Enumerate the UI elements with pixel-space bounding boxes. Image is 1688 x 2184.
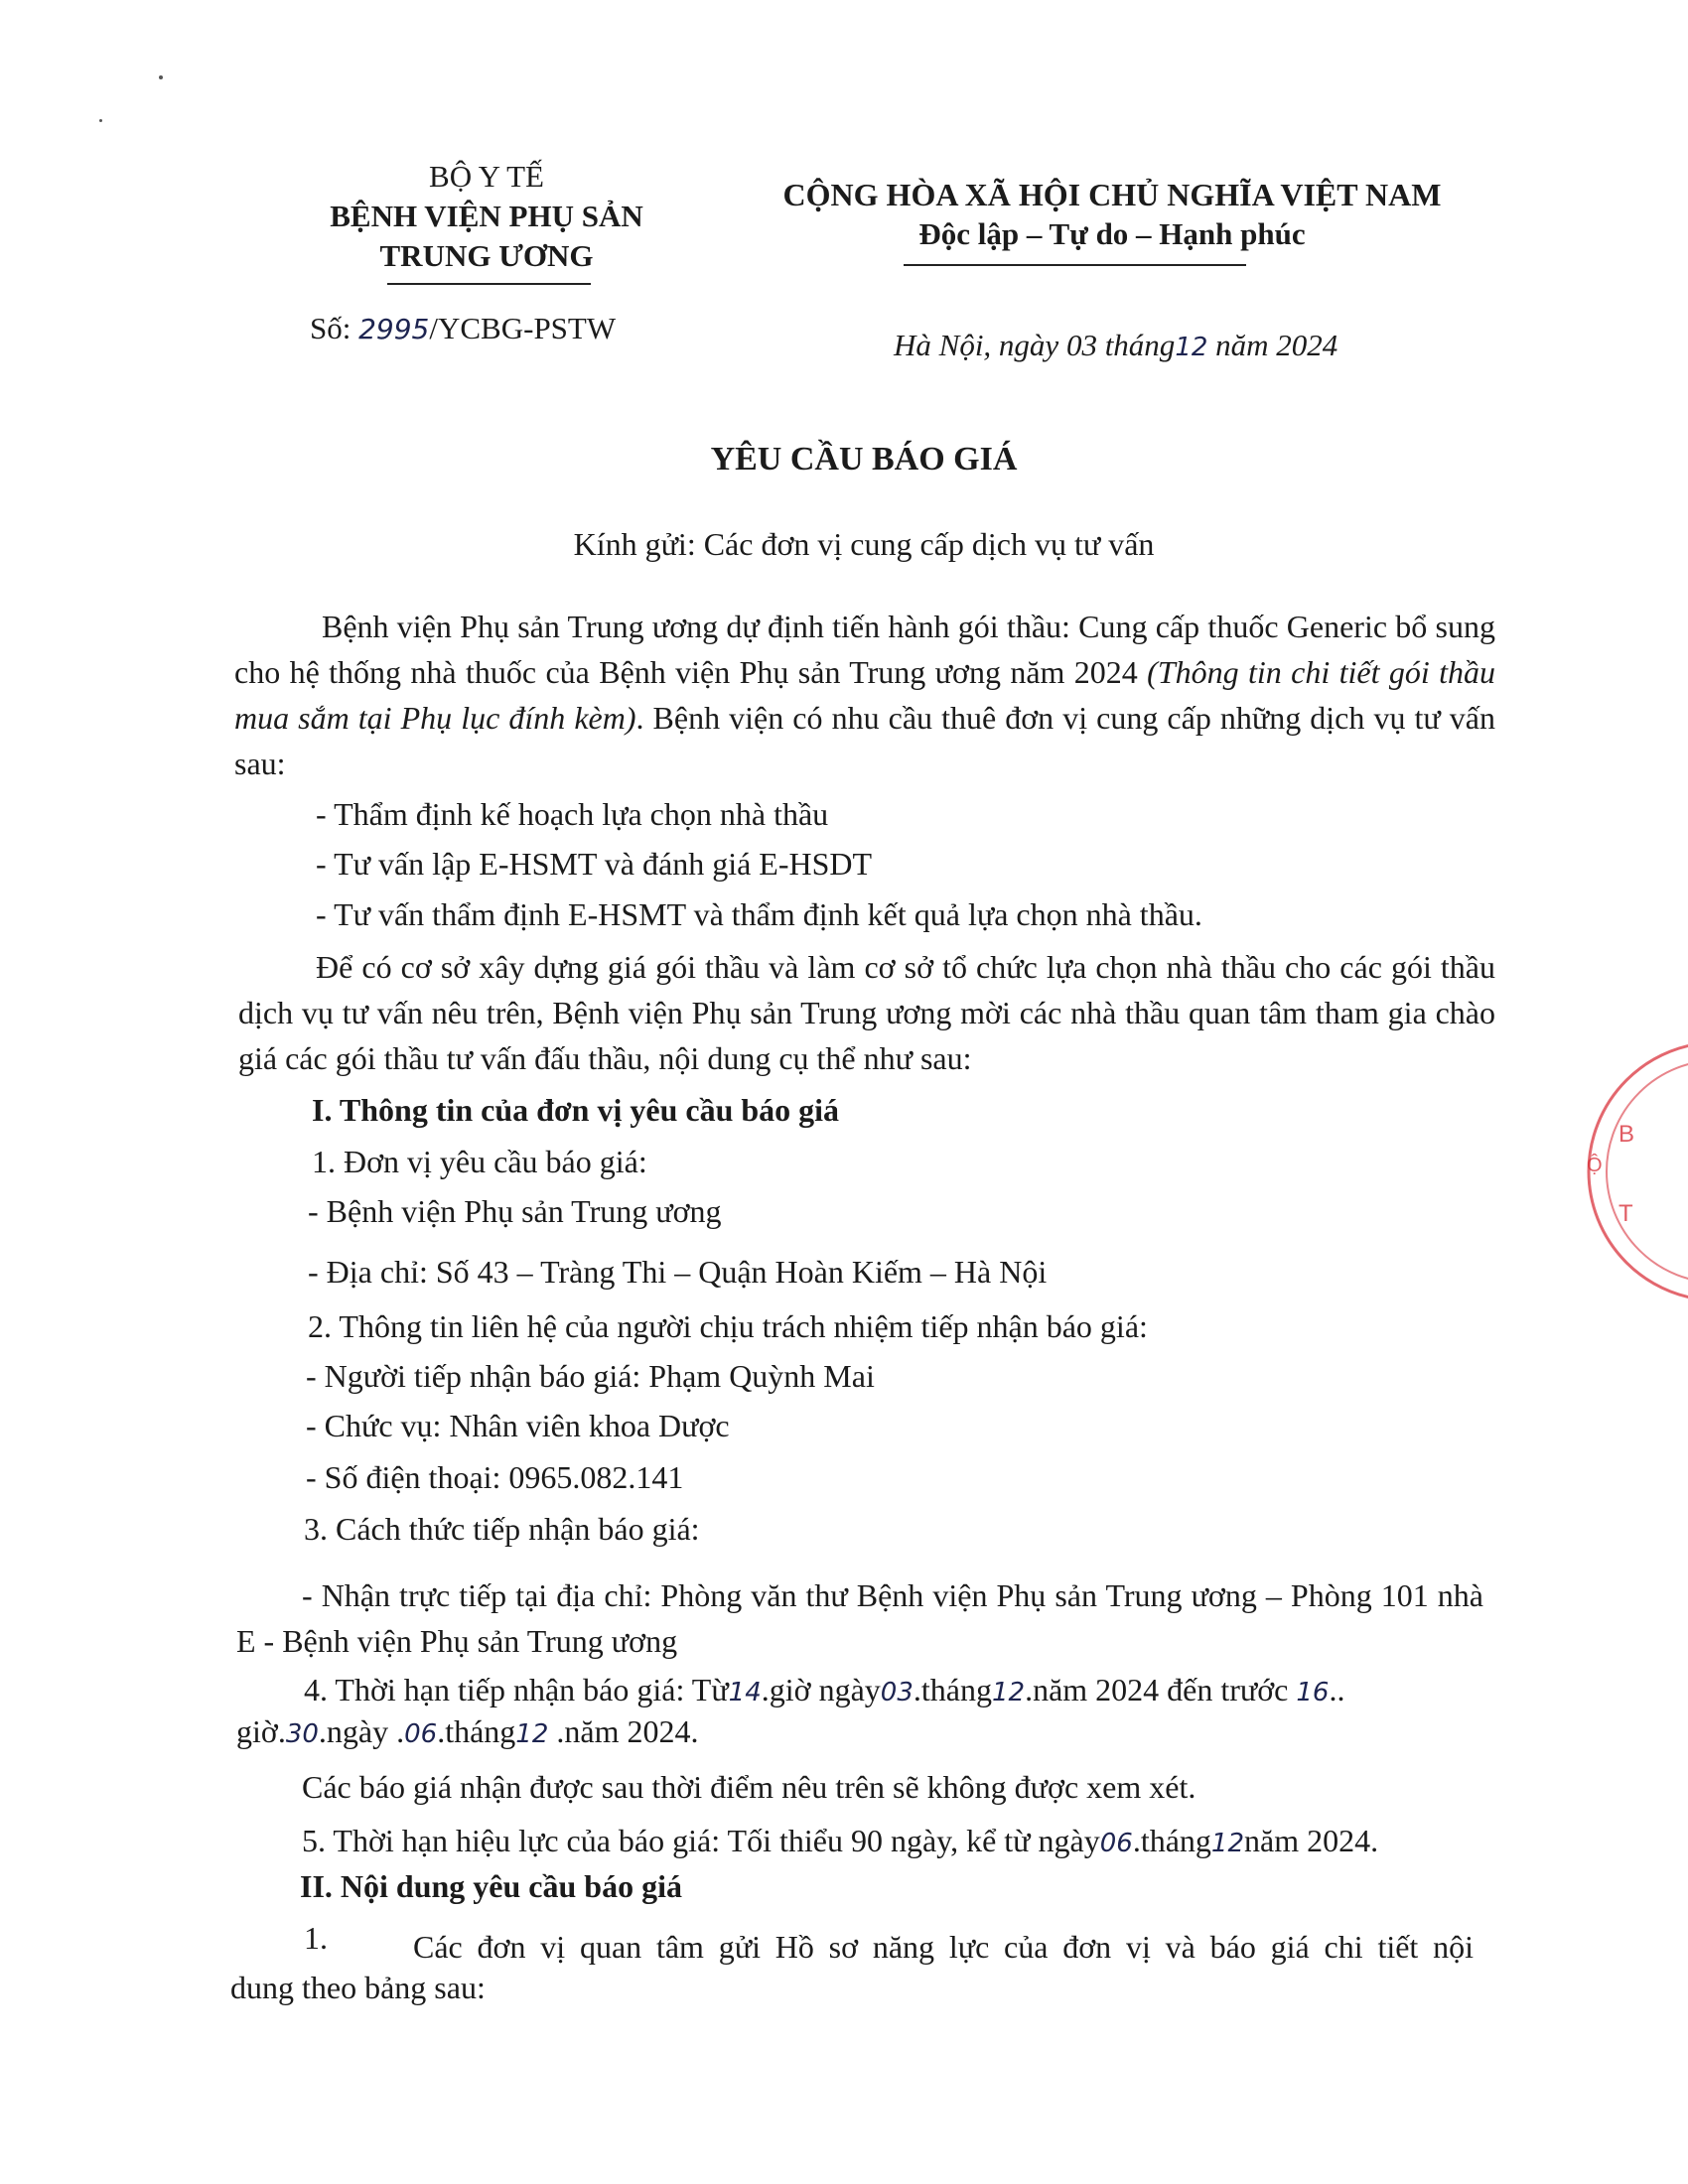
dotted-fill: .. [1329,1672,1345,1707]
stamp-outer-ring [1589,1042,1688,1300]
intro-paragraph [234,604,1495,786]
dotted-fill: . [1025,1672,1034,1707]
scan-speck [99,119,102,122]
unit-address: - Địa chỉ: Số 43 – Tràng Thi – Quận Hoàn Kiếm – Hà Nội [308,1254,1048,1290]
stamp-letter: Ộ [1587,1155,1603,1176]
doc-number-suffix: /YCBG-PSTW [429,311,617,345]
date-day: 03 [1065,328,1097,362]
late-submission-note: Các báo giá nhận được sau thời điểm nêu trên sẽ không được xem xét. [302,1769,1196,1805]
item-5-text: 5. Thời hạn hiệu lực của báo giá: Tối thiểu 90 ngày, kể từ ngày [302,1823,1100,1858]
item-3-title: 3. Cách thức tiếp nhận báo giá: [304,1511,700,1547]
national-motto: Độc lập – Tự do – Hạnh phúc [918,216,1306,251]
item-4-text: năm 2024. [564,1713,699,1749]
section-2-item-1-line2: dung theo bảng sau: [230,1970,486,2005]
motto-underline [904,264,1246,266]
end-month-handwritten: 12 [515,1719,549,1749]
left-header-underline [387,283,591,285]
unit-name: - Bệnh viện Phụ sản Trung ương [308,1193,722,1229]
dotted-fill: . [437,1713,446,1749]
section-2-heading: II. Nội dung yêu cầu báo giá [300,1868,682,1904]
item-5-text: năm 2024. [1244,1823,1379,1858]
recipient-line: Kính gửi: Các đơn vị cung cấp dịch vụ tư vấn [573,526,1155,562]
item-4-text: tháng [445,1713,516,1749]
hospital-name-line1: BỆNH VIỆN PHỤ SẢN [330,199,643,233]
end-minute-handwritten: 30 [285,1719,319,1749]
date-month-handwritten: 12 [1175,333,1208,362]
dotted-fill: . [1132,1823,1141,1858]
date-year: năm 2024 [1215,328,1338,362]
item-4-text: 4. Thời hạn tiếp nhận báo giá: Từ [304,1672,729,1707]
country-name: CỘNG HÒA XÃ HỘI CHỦ NGHĨA VIỆT NAM [782,177,1442,212]
scan-speck [159,75,163,79]
validity-day-handwritten: 06 [1099,1829,1133,1858]
item-4-text: giờ [236,1713,278,1749]
item-4-text: ngày [326,1713,389,1749]
hospital-name-line2: TRUNG ƯƠNG [379,238,594,273]
item-2-title: 2. Thông tin liên hệ của người chịu trách nhiệm tiếp nhận báo giá: [308,1308,1148,1344]
item-5-validity [302,1823,1378,1859]
dotted-fill: . [277,1713,286,1749]
section-2-item-number: 1. [304,1920,328,1956]
official-stamp [1549,1032,1688,1310]
section-1-heading: I. Thông tin của đơn vị yêu cầu báo giá [312,1092,840,1128]
item-4-text: tháng [920,1672,992,1707]
document-number [310,311,616,346]
intro-italic-note: (Thông tin chi tiết gói thầu mua sắm tại Phụ lục đính kèm) [234,654,1496,736]
validity-month-handwritten: 12 [1210,1829,1244,1858]
item-5-text: tháng [1140,1823,1211,1858]
date-month-label: tháng [1104,328,1176,362]
date-prefix: Hà Nội, ngày [894,328,1059,362]
service-item: - Tư vấn thẩm định E-HSMT và thẩm định kết quả lựa chọn nhà thầu. [316,896,1202,932]
receiver-position: - Chức vụ: Nhân viên khoa Dược [306,1408,730,1443]
start-hour-handwritten: 14 [728,1678,762,1707]
start-day-handwritten: 03 [880,1678,914,1707]
stamp-letter: T [1618,1200,1633,1227]
start-month-handwritten: 12 [991,1678,1026,1707]
item-4-line2 [236,1713,698,1750]
receiver-name: - Người tiếp nhận báo giá: Phạm Quỳnh Mai [306,1358,875,1394]
item-4-text: năm 2024 đến trước [1033,1672,1289,1707]
intro-text: Bệnh viện Phụ sản Trung ương dự định tiến hành gói thầu: Cung cấp thuốc Generic bổ sung cho hệ thống nhà thuốc của Bệnh viện Phụ sản Trung ương năm 2024 [234,609,1495,690]
service-item: - Tư vấn lập E-HSMT và đánh giá E-HSDT [316,846,873,882]
dotted-fill: . [556,1713,565,1749]
stamp-inner-ring [1607,1060,1688,1283]
doc-number-prefix: Số: [310,311,352,345]
intro-text-end: . Bệnh viện có nhu cầu thuê đơn vị cung cấp những dịch vụ tư vấn sau: [234,700,1496,781]
item-1-title: 1. Đơn vị yêu cầu báo giá: [312,1144,647,1179]
dotted-fill: . [396,1713,405,1749]
issue-date [894,328,1337,363]
doc-number-handwritten: 2995 [358,313,430,345]
stamp-letter: B [1618,1121,1635,1148]
receiving-method: - Nhận trực tiếp tại địa chỉ: Phòng văn thư Bệnh viện Phụ sản Trung ương – Phòng 101 nhà E - Bệnh viện Phụ sản Trung ương [236,1577,1483,1659]
end-hour-handwritten: 16 [1296,1678,1330,1707]
end-day-handwritten: 06 [404,1719,438,1749]
purpose-paragraph: Để có cơ sở xây dựng giá gói thầu và làm cơ sở tổ chức lựa chọn nhà thầu cho các gói thầu dịch vụ tư vấn nêu trên, Bệnh viện Phụ sản Trung ương mời các nhà thầu quan tâm tham gia chào giá các gói thầu tư vấn đấu thầu, nội dung cụ thể như sau: [238,949,1495,1076]
item-4-text: giờ ngày [769,1672,881,1707]
ministry-name: BỘ Y TẾ [429,159,544,194]
dotted-fill: . [913,1672,921,1707]
dotted-fill: . [761,1672,770,1707]
section-2-item-1-line1: Các đơn vị quan tâm gửi Hồ sơ năng lực của đơn vị và báo giá chi tiết nội [413,1929,1474,1965]
item-4-line1 [304,1672,1344,1708]
dotted-fill: . [318,1713,327,1749]
service-item: - Thẩm định kế hoạch lựa chọn nhà thầu [316,796,829,832]
document-title: YÊU CẦU BÁO GIÁ [710,441,1018,478]
receiver-phone: - Số điện thoại: 0965.082.141 [306,1459,684,1495]
